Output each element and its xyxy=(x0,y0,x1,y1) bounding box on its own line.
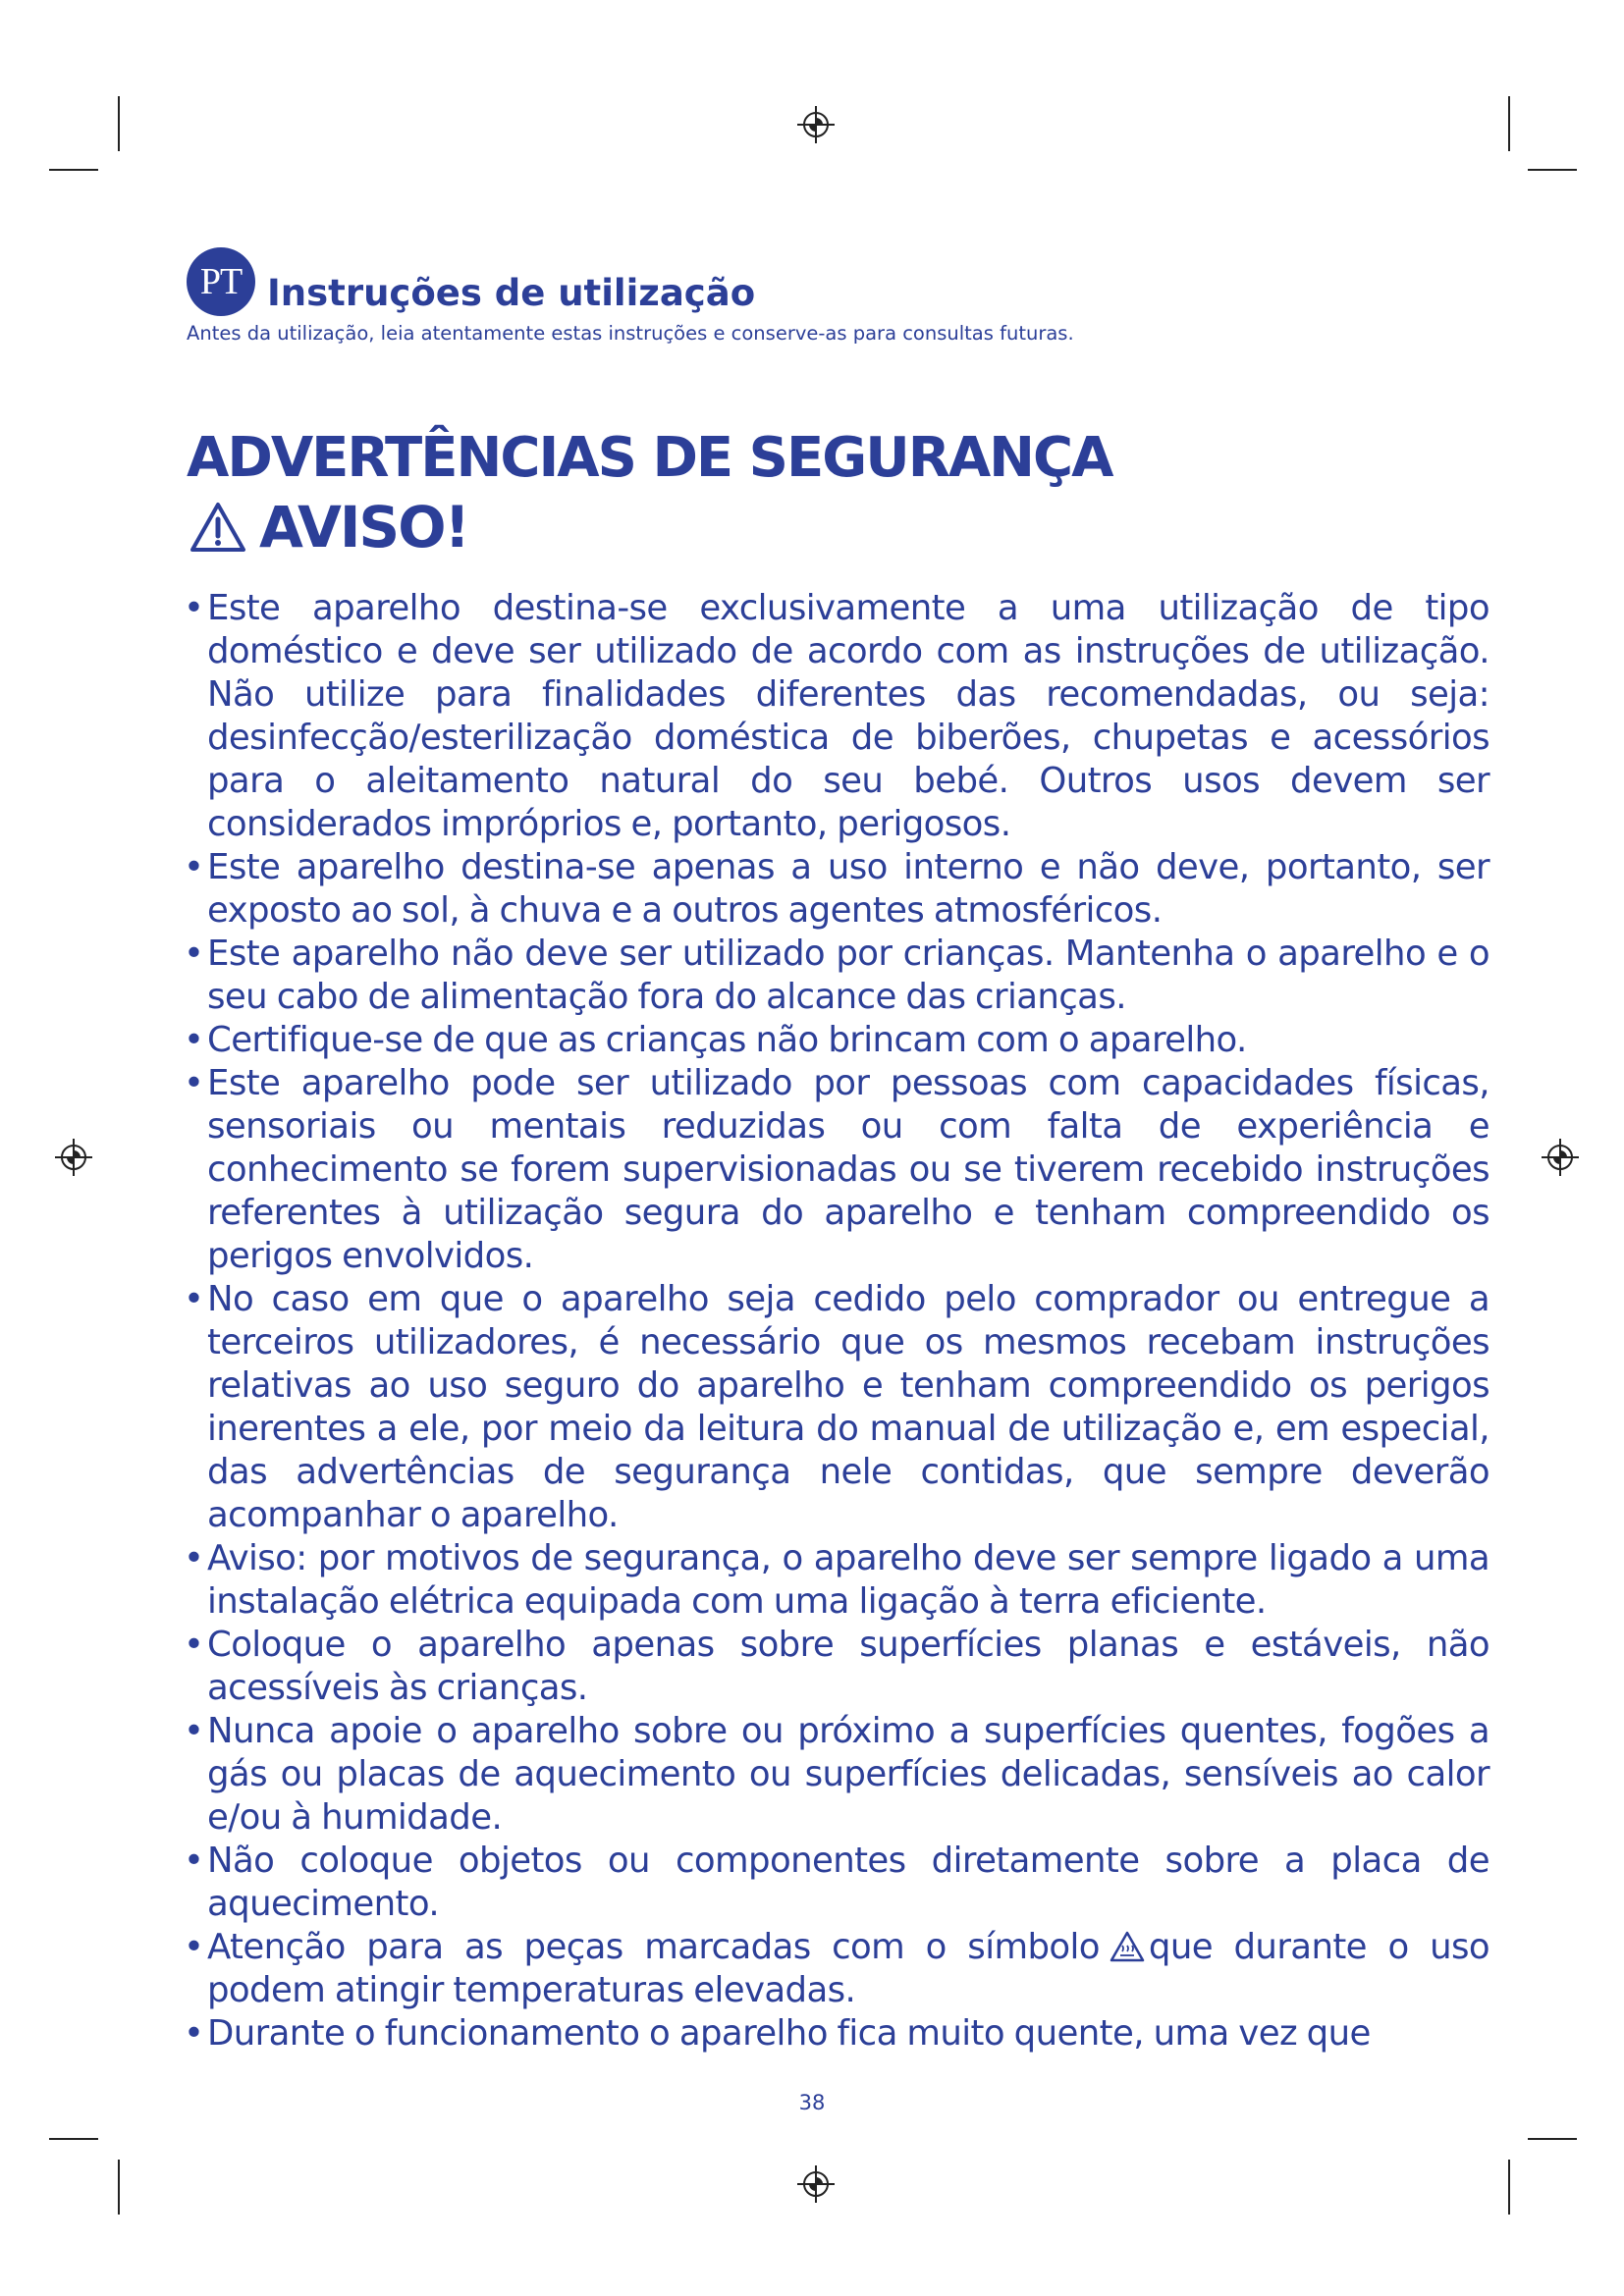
document-subtitle: Antes da utilização, leia atentamente estas instruções e conserve-as para consultas futuras. xyxy=(187,322,1074,345)
crop-mark xyxy=(49,169,98,171)
crop-mark xyxy=(1508,96,1510,151)
list-item: • Este aparelho pode ser utilizado por pessoas com capacidades físicas, sensoriais ou mentais reduzidas ou com falta de experiência e conhecimento se forem supervisionadas ou se tiverem recebido instruções referentes à utilização segura do aparelho e tenham compreendido os perigos envolvidos. xyxy=(184,1062,1489,1278)
list-item: • Durante o funcionamento o aparelho fica muito quente, uma vez que xyxy=(184,2012,1489,2056)
page-number: 38 xyxy=(798,2091,826,2114)
list-item: • No caso em que o aparelho seja cedido pelo comprador ou entregue a terceiros utilizadores, é necessário que os mesmos recebam instruções relativas ao uso seguro do aparelho e tenham compreendido os perigos inerentes a ele, por meio da leitura do manual de utilização e, em especial, das advertências de segurança nele contidas, que sempre deverão acompanhar o aparelho. xyxy=(184,1278,1489,1537)
warning-triangle-icon xyxy=(189,500,247,555)
section-title: ADVERTÊNCIAS DE SEGURANÇA xyxy=(187,426,1112,490)
list-item: • Este aparelho destina-se apenas a uso interno e não deve, portanto, ser exposto ao sol, à chuva e a outros agentes atmosféricos. xyxy=(184,846,1489,933)
language-badge: PT xyxy=(187,247,255,316)
registration-mark-icon xyxy=(1540,1137,1581,1178)
hot-surface-warning-icon xyxy=(1110,1931,1145,1962)
warning-label: AVISO! xyxy=(259,494,468,561)
crop-mark xyxy=(118,96,120,151)
registration-mark-icon xyxy=(795,104,837,145)
crop-mark xyxy=(118,2160,120,2215)
list-item: • Este aparelho destina-se exclusivamente a uma utilização de tipo doméstico e deve ser utilizado de acordo com as instruções de utilização. Não utilize para finalidades diferentes das recomendadas, ou seja: desinfecção/esterilização doméstica de biberões, chupetas e acessórios para o aleitamento natural do seu bebé. Outros usos devem ser considerados impróprios e, portanto, perigosos. xyxy=(184,587,1489,846)
list-item: • Aviso: por motivos de segurança, o aparelho deve ser sempre ligado a uma instalação elétrica equipada com uma ligação à terra eficiente. xyxy=(184,1537,1489,1624)
list-item: • Nunca apoie o aparelho sobre ou próximo a superfícies quentes, fogões a gás ou placas de aquecimento ou superfícies delicadas, sensíveis ao calor e/ou à humidade. xyxy=(184,1710,1489,1840)
crop-mark xyxy=(1528,2138,1577,2140)
registration-mark-icon xyxy=(795,2163,837,2205)
document-title: Instruções de utilização xyxy=(267,272,756,314)
list-item: • Coloque o aparelho apenas sobre superfícies planas e estáveis, não acessíveis às crianças. xyxy=(184,1624,1489,1710)
list-item: • Este aparelho não deve ser utilizado por crianças. Mantenha o aparelho e o seu cabo de alimentação fora do alcance das crianças. xyxy=(184,933,1489,1019)
list-item: • Atenção para as peças marcadas com o símbolo que durante o uso podem atingir temperaturas elevadas. xyxy=(184,1926,1489,2012)
safety-warnings-list xyxy=(184,587,1489,2056)
crop-mark xyxy=(49,2138,98,2140)
warning-heading xyxy=(189,491,468,563)
registration-mark-icon xyxy=(53,1137,94,1178)
crop-mark xyxy=(1528,169,1577,171)
list-item: • Certifique-se de que as crianças não brincam com o aparelho. xyxy=(184,1019,1489,1062)
list-item: • Não coloque objetos ou componentes diretamente sobre a placa de aquecimento. xyxy=(184,1840,1489,1926)
crop-mark xyxy=(1508,2160,1510,2215)
